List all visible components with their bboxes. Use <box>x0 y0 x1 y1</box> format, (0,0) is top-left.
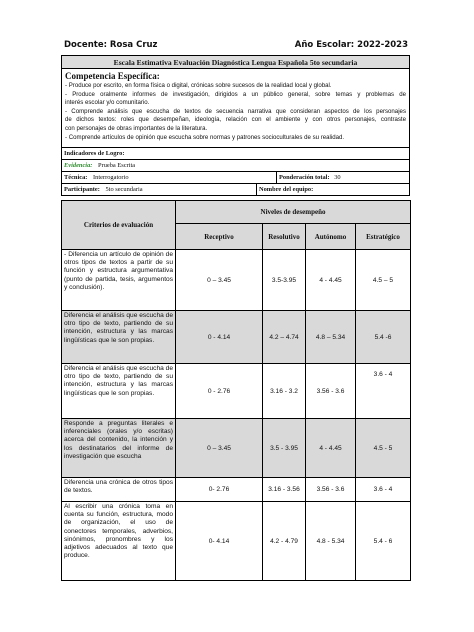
tecnica-label: Técnica: <box>64 174 88 181</box>
value-cell: 3.5 - 3.95 <box>263 419 306 478</box>
indicadores-label: Indicadores de Logro: <box>64 150 125 157</box>
competencia-heading: Competencia Específica: <box>65 71 160 81</box>
value-cell: 3.6 - 4 <box>356 478 411 502</box>
competencia-line: con personajes de obras importantes de la literatura. <box>65 124 208 132</box>
value-cell: 0- 2.76 <box>176 478 263 502</box>
value-cell: 3.16 - 3.56 <box>263 478 306 502</box>
criteria-table <box>61 200 411 581</box>
value-cell: 0- 4.14 <box>176 502 263 581</box>
competencia-line: interés escolar y/o comunitario. <box>65 99 150 107</box>
competencia-line: - Produce por escrito, en forma física o digital, crónicas sobre sucesos de la realidad local y global. <box>65 82 332 89</box>
table-row <box>62 311 411 364</box>
ponderacion-value: 30 <box>334 174 341 181</box>
competencia-section <box>61 69 410 148</box>
levels-header: Niveles de desempeño <box>176 201 411 224</box>
value-cell: 4.5 – 5 <box>356 250 411 311</box>
table-row <box>62 502 411 581</box>
value-cell: 4 - 4.45 <box>306 250 356 311</box>
competencia-line: - Produce oralmente informes de investigación, dirigidos a un público general, sobre temas y problemas de <box>65 90 406 98</box>
criteria-header: Criterios de evaluación <box>62 201 176 250</box>
value-cell: 3.5-3.95 <box>263 250 306 311</box>
criterion-cell: Responde a preguntas literales e inferenciales (orales y/o escritas) acerca del contenido, la intención y los destinatarios del informe de investigación que escucha <box>62 419 176 478</box>
competencia-line: - Comprende análisis que escucha de textos de secuencia narrativa que consideran aspectos de los personajes <box>65 107 406 115</box>
tecnica-row <box>61 172 410 184</box>
equipo-label: Nombre del equipo: <box>259 186 314 193</box>
table-row <box>62 419 411 478</box>
competencia-line: de dichos textos: roles que desempeñan, ideología, relación con el ambiente y con otros personajes, contraste <box>65 116 406 124</box>
value-cell: 4.8 - 5.34 <box>306 502 356 581</box>
ponderacion-label: Ponderación total: <box>279 174 330 181</box>
level-header: Autónomo <box>306 224 356 250</box>
criterion-cell: - Diferencia un artículo de opinión de otros tipos de textos a partir de su función y estructura argumentativa (punto de partida, tesis, argumentos y conclusión). <box>62 250 176 311</box>
value-cell: 3.56 - 3.6 <box>306 478 356 502</box>
value-cell: 0 - 4.14 <box>176 311 263 364</box>
evidencia-value: Prueba Escrita <box>98 162 136 169</box>
table-row <box>62 478 411 502</box>
value-cell: 5.4 -6 <box>356 311 411 364</box>
table-row <box>62 364 411 419</box>
evaluation-sheet <box>61 55 410 581</box>
value-cell: 4 - 4.45 <box>306 419 356 478</box>
criterion-cell: Diferencia una crónica de otros tipos de textos. <box>62 478 176 502</box>
teacher-label: Docente: Rosa Cruz <box>64 40 158 50</box>
value-cell: 3.16 - 3.2 <box>263 364 306 419</box>
value-cell: 4.8 – 5.34 <box>306 311 356 364</box>
tecnica-value: Interrogatorio <box>93 174 129 181</box>
level-header: Estratégico <box>356 224 411 250</box>
evidencia-label: Evidencia: <box>64 162 93 169</box>
evidencia-row <box>61 160 410 172</box>
value-cell: 0 – 3.45 <box>176 419 263 478</box>
value-cell: 0 – 3.45 <box>176 250 263 311</box>
participante-label: Participante: <box>64 186 100 193</box>
criterion-cell: Diferencia el análisis que escucha de otro tipo de texto, partiendo de su intención, estructura y las marcas lingüísticas que le son propias. <box>62 311 176 364</box>
level-header: Receptivo <box>176 224 263 250</box>
school-year-label: Año Escolar: 2022-2023 <box>294 40 408 50</box>
indicadores-row <box>61 148 410 160</box>
level-header: Resolutivo <box>263 224 306 250</box>
value-cell: 3.6 - 4 <box>356 364 411 419</box>
criterion-cell: Diferencia el análisis que escucha de otro tipo de texto, partiendo de su intención, estructura y las marcas lingüísticas que le son propias. <box>62 364 176 419</box>
competencia-line: - Comprende artículos de opinión que escucha sobre normas y patrones socioculturales de su realidad. <box>65 133 345 141</box>
value-cell: 4.2 - 4.79 <box>263 502 306 581</box>
value-cell: 3.56 - 3.6 <box>306 364 356 419</box>
criterion-cell: Al escribir una crónica toma en cuenta su función, estructura, modo de organización, el uso de conectores temporales, adverbios, sinónimos, pronombres y los adjetivos adecuados al texto que produce. <box>62 502 176 581</box>
participante-value: 5to secundaria <box>105 186 143 193</box>
table-row <box>62 250 411 311</box>
value-cell: 4.2 – 4.74 <box>263 311 306 364</box>
value-cell: 5.4 - 6 <box>356 502 411 581</box>
value-cell: 4.5 - 5 <box>356 419 411 478</box>
participante-row <box>61 184 410 196</box>
sheet-title: Escala Estimativa Evaluación Diagnóstica Lengua Española 5to secundaria <box>61 55 410 69</box>
value-cell: 0 - 2.76 <box>176 364 263 419</box>
